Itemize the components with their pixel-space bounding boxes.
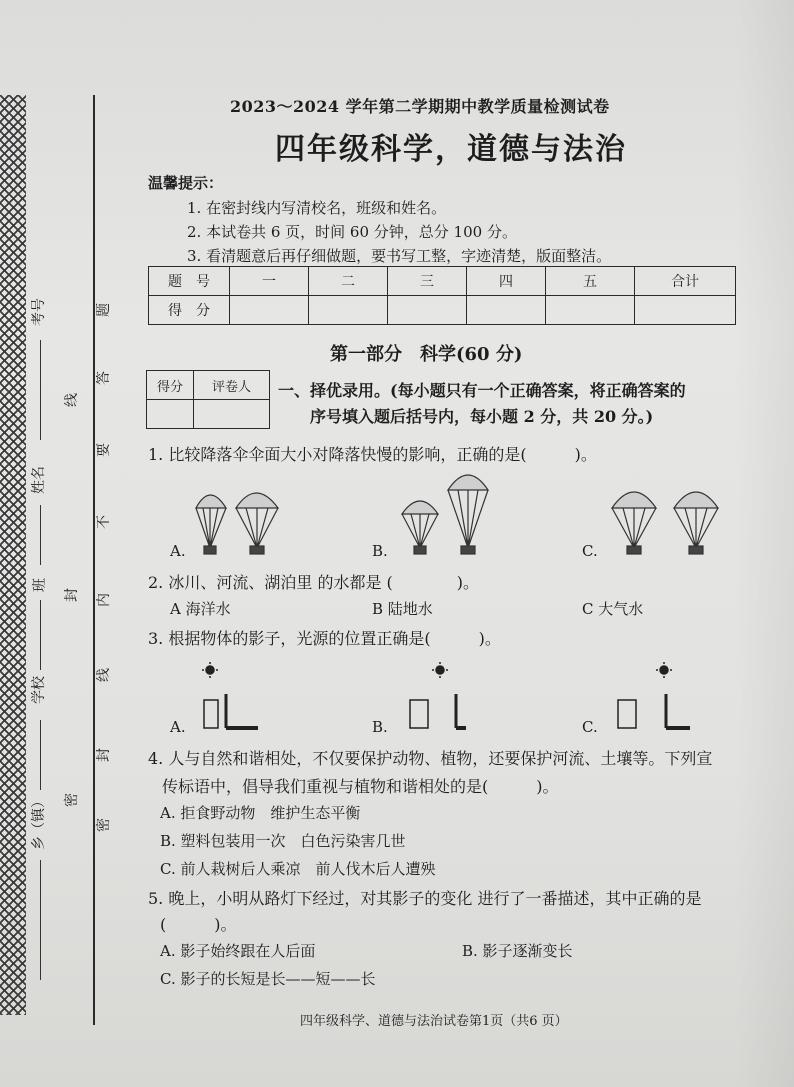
score-header-cell: 一	[230, 267, 309, 296]
exam-number-blank	[40, 340, 41, 440]
score-header-cell: 五	[546, 267, 635, 296]
score-cell[interactable]	[546, 296, 635, 325]
seal-char: 密	[96, 818, 112, 832]
q1-option-a: A.	[170, 542, 186, 560]
question-4-line-2: 传标语中，倡导我们重视与植物和谐相处的是( )。	[162, 777, 559, 796]
class-blank	[40, 600, 41, 670]
inner-seal-char: 封	[64, 588, 80, 602]
q3-option-a: A.	[170, 718, 186, 736]
section-heading: 一、择优录用。(每小题只有一个正确答案，将正确答案的	[278, 381, 686, 400]
parachute-figure-a	[190, 478, 290, 563]
shadow-figure-c	[612, 660, 692, 730]
shadow-figure-b	[404, 660, 474, 730]
score-header-cell: 二	[309, 267, 388, 296]
q4-option-a: A. 拒食野动物 维护生态平衡	[160, 804, 361, 822]
score-row-label: 得 分	[149, 296, 230, 325]
seal-char: 题	[96, 303, 112, 317]
part-title: 第一部分 科学(60 分)	[330, 344, 523, 365]
class-label: 班	[32, 578, 48, 592]
grader-cell[interactable]	[147, 400, 194, 429]
score-cell[interactable]	[230, 296, 309, 325]
question-5-line-2: ( )。	[160, 915, 237, 934]
question-3: 3. 根据物体的影子，光源的位置正确是( )。	[148, 629, 501, 648]
seal-char: 线	[96, 668, 112, 682]
score-cell[interactable]	[467, 296, 546, 325]
q4-option-b: B. 塑料包装用一次 白色污染害几世	[160, 832, 406, 850]
q5-option-a: A. 影子始终跟在人后面	[160, 942, 316, 960]
score-header-cell: 四	[467, 267, 546, 296]
tip-item: 1. 在密封线内写清校名，班级和姓名。	[187, 199, 447, 217]
q5-option-c: C. 影子的长短是长——短——长	[160, 970, 376, 988]
exam-subtitle: 2023～2024 学年第二学期期中教学质量检测试卷	[230, 97, 610, 116]
score-header-cell: 三	[388, 267, 467, 296]
q3-option-b: B.	[372, 718, 388, 736]
q2-option-a: A 海洋水	[170, 600, 231, 618]
binding-edge	[0, 95, 26, 1015]
seal-char: 答	[96, 371, 112, 385]
inner-seal-char: 线	[64, 393, 80, 407]
question-5-line-1: 5. 晚上，小明从路灯下经过，对其影子的变化 进行了一番描述，其中正确的是	[148, 889, 702, 908]
shadow-figure-a	[196, 660, 266, 730]
grader-header: 评卷人	[194, 371, 270, 400]
grader-header: 得分	[147, 371, 194, 400]
exam-number-label: 考号	[31, 298, 47, 326]
seal-char: 不	[96, 515, 112, 529]
question-2: 2. 冰川、河流、湖泊里 的水都是 ( )。	[148, 573, 480, 592]
q2-option-b: B 陆地水	[372, 600, 433, 618]
exam-title: 四年级科学，道德与法治	[275, 132, 627, 167]
page-footer: 四年级科学、道德与法治试卷第1页（共6 页）	[300, 1014, 568, 1029]
score-header-cell: 合计	[635, 267, 736, 296]
school-label: 学校	[31, 676, 47, 704]
seal-char: 要	[96, 443, 112, 457]
tip-item: 2. 本试卷共 6 页，时间 60 分钟，总分 100 分。	[187, 223, 517, 241]
q5-option-b: B. 影子逐渐变长	[462, 942, 573, 960]
parachute-figure-c	[608, 478, 728, 563]
q2-option-c: C 大气水	[582, 600, 644, 618]
q1-option-c: C.	[582, 542, 598, 560]
grader-table	[146, 370, 270, 429]
parachute-figure-b	[398, 466, 498, 563]
q3-option-c: C.	[582, 718, 598, 736]
section-heading: 序号填入题后括号内，每小题 2 分，共 20 分。)	[310, 407, 654, 426]
inner-seal-char: 密	[64, 793, 80, 807]
score-cell[interactable]	[635, 296, 736, 325]
seal-char: 封	[96, 748, 112, 762]
score-cell[interactable]	[309, 296, 388, 325]
seal-char: 内	[96, 593, 112, 607]
question-1: 1. 比较降落伞伞面大小对降落快慢的影响，正确的是( )。	[148, 445, 597, 464]
grader-cell[interactable]	[194, 400, 270, 429]
tip-item: 3. 看清题意后再仔细做题，要书写工整，字迹清楚，版面整洁。	[187, 247, 612, 265]
name-blank	[40, 505, 41, 565]
score-cell[interactable]	[388, 296, 467, 325]
town-label: 乡（镇）	[31, 794, 47, 850]
name-label: 姓名	[31, 466, 47, 494]
tips-title: 温馨提示：	[148, 174, 224, 192]
school-blank	[40, 720, 41, 790]
paper-shadow	[734, 0, 794, 1087]
score-table	[148, 266, 736, 325]
score-header-cell: 题 号	[149, 267, 230, 296]
q1-option-b: B.	[372, 542, 388, 560]
question-4-line-1: 4. 人与自然和谐相处，不仅要保护动物、植物，还要保护河流、土壤等。下列宣	[148, 749, 713, 768]
q4-option-c: C. 前人栽树后人乘凉 前人伐木后人遭殃	[160, 860, 436, 878]
seal-line	[93, 95, 95, 1025]
town-blank	[40, 860, 41, 980]
